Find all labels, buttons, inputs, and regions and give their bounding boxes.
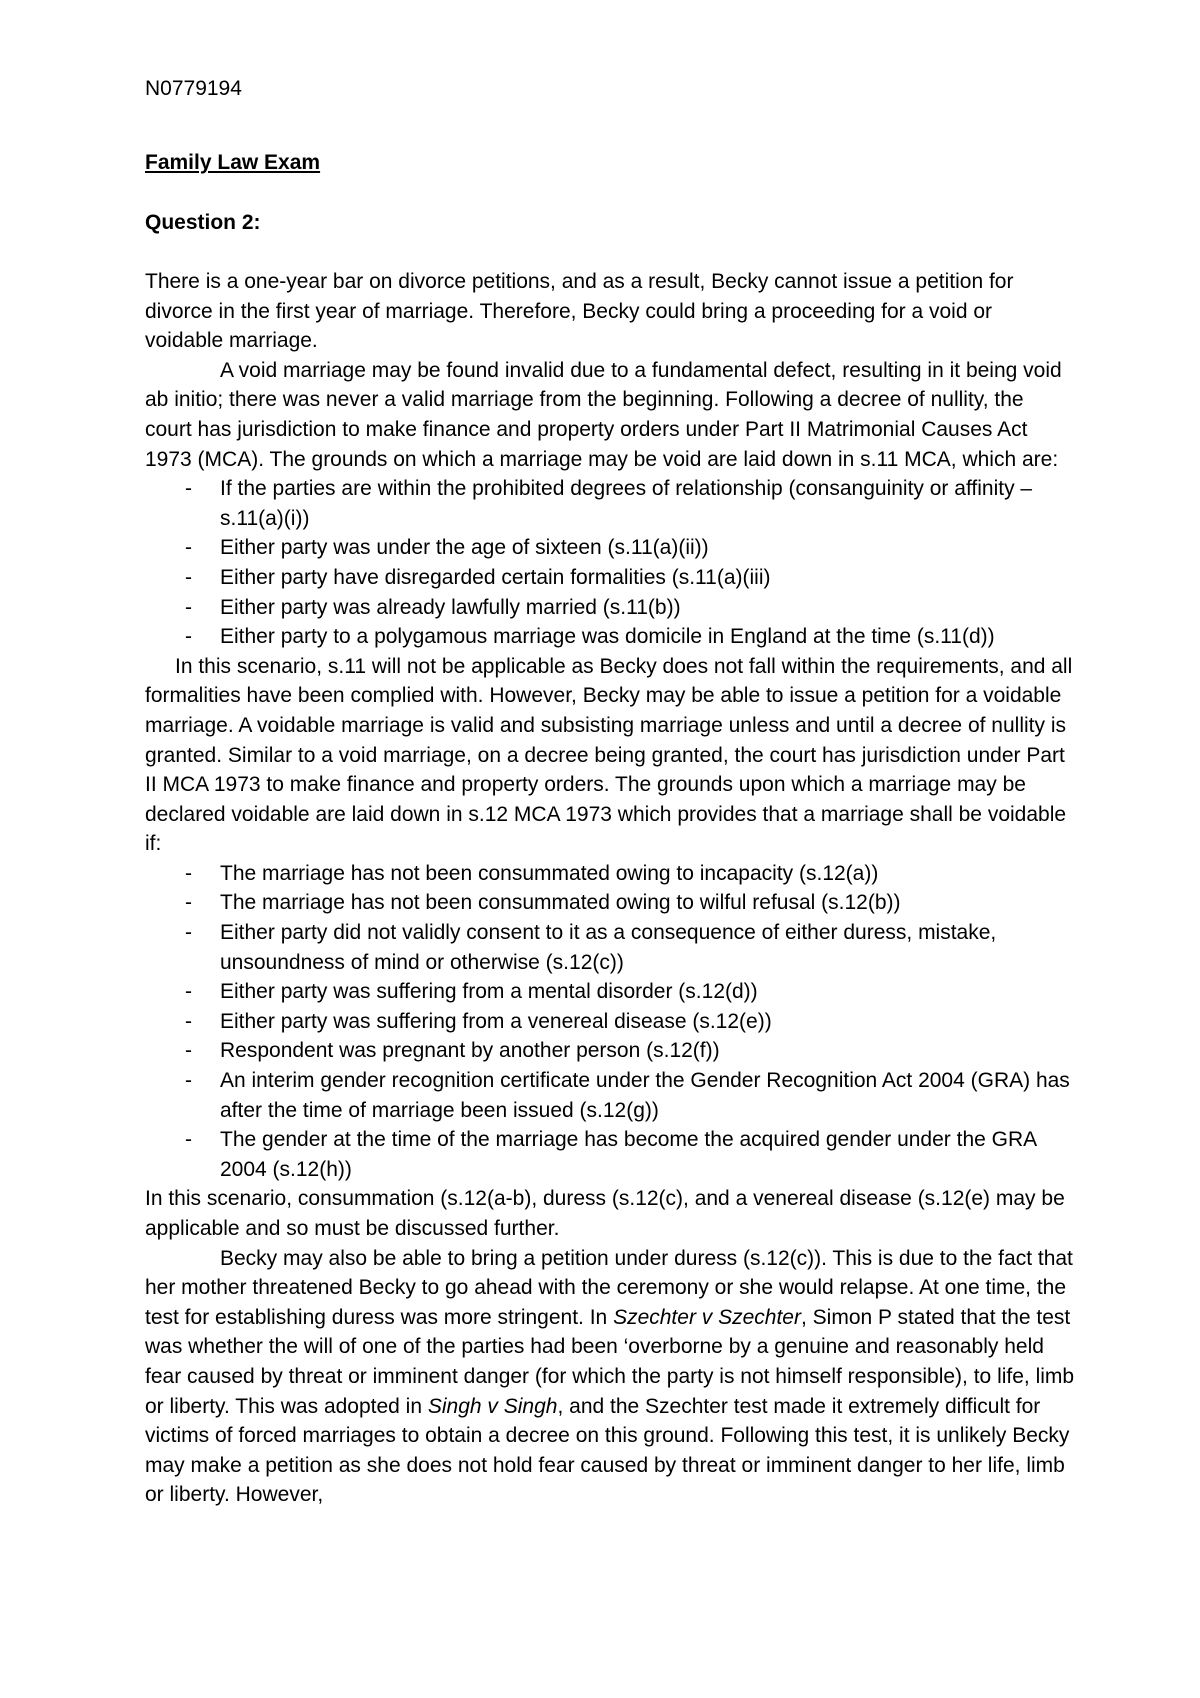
duress-text-part: , and the Szechter test made it extremely difficult for victims of forced marriages to obtain a decree on this ground. Following this test, it is unlikely Becky may make a petition as she does not hold fear caused by threat or imminent danger to her life, limb or liberty. However, — [145, 1394, 1070, 1507]
list-item: - The marriage has not been consummated owing to wilful refusal (s.12(b)) — [145, 888, 1075, 918]
paragraph-duress — [145, 1244, 1075, 1510]
voidable-grounds-list — [145, 859, 1075, 1185]
document-title: Family Law Exam — [145, 151, 321, 174]
list-item: - Either party was suffering from a mental disorder (s.12(d)) — [145, 977, 1075, 1007]
paragraph-applicable-grounds: In this scenario, consummation (s.12(a-b), duress (s.12(c), and a venereal disease (s.12(e) may be applicable and so must be discussed further. — [145, 1187, 1065, 1240]
list-item: - Either party have disregarded certain formalities (s.11(a)(iii) — [145, 563, 1075, 593]
list-item: - Either party was suffering from a venereal disease (s.12(e)) — [145, 1007, 1075, 1037]
list-item: - Either party to a polygamous marriage was domicile in England at the time (s.11(d)) — [145, 622, 1075, 652]
list-item: - Either party did not validly consent to it as a consequence of either duress, mistake, unsoundness of mind or otherwise (s.12(c)) — [145, 918, 1075, 977]
paragraph-voidable-marriage: In this scenario, s.11 will not be applicable as Becky does not fall within the requirements, and all formalities have been complied with. However, Becky may be able to issue a petition for a voidable marriage. A voidable marriage is valid and subsisting marriage unless and until a decree of nullity is granted. Similar to a void marriage, on a decree being granted, the court has jurisdiction under Part II MCA 1973 to make finance and property orders. The grounds upon which a marriage may be declared voidable are laid down in s.12 MCA 1973 which provides that a marriage shall be voidable if: — [145, 654, 1073, 856]
list-item: - Either party was under the age of sixteen (s.11(a)(ii)) — [145, 533, 1075, 563]
paragraph-intro: There is a one-year bar on divorce petitions, and as a result, Becky cannot issue a petition for divorce in the first year of marriage. Therefore, Becky could bring a proceeding for a void or voidable marriage. — [145, 270, 1014, 353]
case-citation: Singh v Singh — [427, 1394, 558, 1418]
list-item: - If the parties are within the prohibited degrees of relationship (consanguinity or affinity – s.11(a)(i)) — [145, 474, 1075, 533]
list-item: - The marriage has not been consummated owing to incapacity (s.12(a)) — [145, 859, 1075, 889]
list-item: - Respondent was pregnant by another person (s.12(f)) — [145, 1036, 1075, 1066]
case-citation: Szechter v Szechter — [613, 1305, 801, 1329]
void-grounds-list — [145, 474, 1075, 652]
student-id: N0779194 — [145, 77, 242, 100]
paragraph-void-marriage: A void marriage may be found invalid due to a fundamental defect, resulting in it being void ab initio; there was never a valid marriage from the beginning. Following a decree of nullity, the court has jurisdiction to make finance and property orders under Part II Matrimonial Causes Act 1973 (MCA). The grounds on which a marriage may be void are laid down in s.11 MCA, which are: — [145, 358, 1062, 471]
list-item: - The gender at the time of the marriage has become the acquired gender under the GRA 2004 (s.12(h)) — [145, 1125, 1075, 1184]
duress-text-part: Becky may also be able to bring a petition under duress (s.12(c)). This is due to the fact that her mother threatened Becky to go ahead with the ceremony or she would relapse. At one time, the test for establishing duress was more stringent. In — [145, 1246, 1073, 1329]
list-item: - An interim gender recognition certificate under the Gender Recognition Act 2004 (GRA) has after the time of marriage been issued (s.12(g)) — [145, 1066, 1075, 1125]
list-item: - Either party was already lawfully married (s.11(b)) — [145, 593, 1075, 623]
question-heading: Question 2: — [145, 211, 261, 234]
duress-text-part: , Simon P stated that the test was whether the will of one of the parties had been ‘overborne by a genuine and reasonably held fear caused by threat or imminent danger (for which the party is not himself responsible), to life, limb or liberty. This was adopted in — [145, 1305, 1075, 1418]
answer-body — [145, 267, 1075, 1510]
